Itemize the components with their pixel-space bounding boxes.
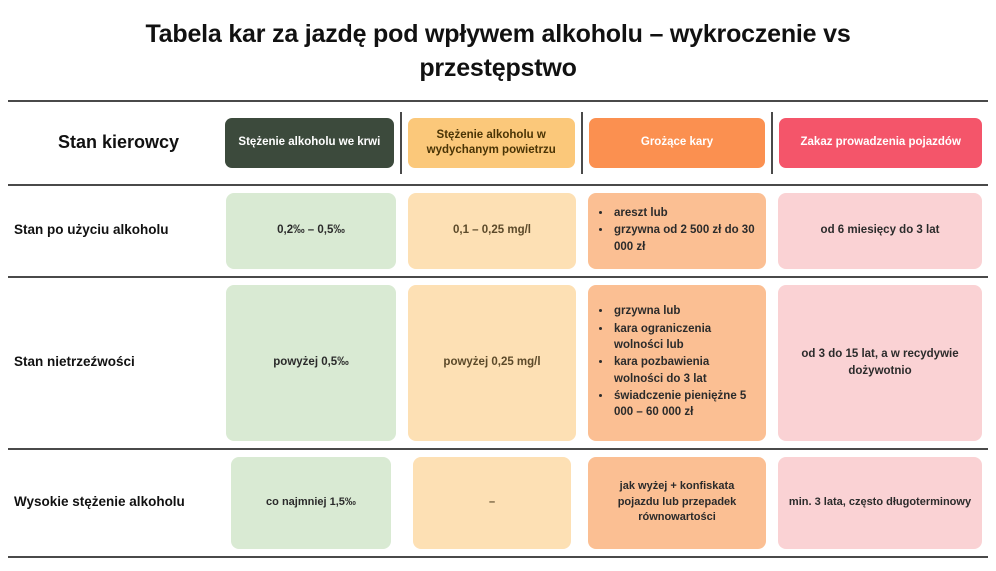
value-ban: od 3 do 15 lat, a w recydywie dożywotnio [801,347,959,377]
cell-breath [402,450,582,556]
penalty-item: • grzywna lub [612,303,756,319]
header-row-label: Stan kierowcy [58,132,180,153]
value-box-penalties [588,193,766,269]
header-chip-blood: Stężenie alkoholu we krwi [225,118,394,168]
table-header-row [8,100,988,184]
page-title: Tabela kar za jazdę pod wpływem alkoholu – wykroczenie vs przestępstwo [145,20,851,82]
header-cell-breath [402,102,581,184]
value-ban: min. 3 lata, często długoterminowy [788,495,972,508]
value-box-blood [226,193,396,269]
value-box-blood [231,457,391,549]
value-box-blood [226,285,396,441]
row-label: Wysokie stężenie alkoholu [14,494,185,510]
value-box-breath [408,193,576,269]
cell-ban [772,186,988,276]
penalties-list [598,303,756,421]
penalty-item: • areszt lub [612,205,756,221]
row-label-cell [8,450,220,556]
value-box-ban [778,285,982,441]
penalties-list [598,205,756,256]
cell-penalties [582,278,772,448]
row-label-cell [8,278,220,448]
header-row-label-cell [8,102,219,184]
value-box-ban [778,193,982,269]
value-box-penalties [588,285,766,441]
cell-blood [220,278,402,448]
row-label: Stan po użyciu alkoholu [14,222,169,238]
cell-penalties [582,450,772,556]
value-box-penalties [588,457,766,549]
penalty-item: • grzywna od 2 500 zł do 30 000 zł [612,222,756,255]
header-chip-breath: Stężenie alkoholu w wydychanym powietrzu [408,118,575,168]
value-box-breath [413,457,571,549]
value-box-breath [408,285,576,441]
cell-blood [220,186,402,276]
value-ban: od 6 miesięcy do 3 lat [820,224,940,237]
value-blood: co najmniej 1,5‰ [266,495,356,508]
cell-penalties [582,186,772,276]
value-penalties: jak wyżej + konfiskata pojazdu lub przepadek równowartości [617,479,737,524]
table-row [8,184,988,276]
table-row [8,276,988,448]
penalties-table [0,100,996,558]
cell-breath [402,186,582,276]
value-box-ban [778,457,982,549]
value-blood: powyżej 0,5‰ [273,356,349,369]
cell-blood [220,450,402,556]
header-cell-ban [773,102,988,184]
header-cell-blood [219,102,400,184]
cell-ban [772,278,988,448]
cell-ban [772,450,988,556]
row-label-cell [8,186,220,276]
header-cell-penalties [583,102,772,184]
value-blood: 0,2‰ – 0,5‰ [277,224,345,237]
header-chip-penalties: Grożące kary [589,118,766,168]
header-chip-ban: Zakaz prowadzenia pojazdów [779,118,982,168]
table-row [8,448,988,558]
value-breath: – [488,495,496,508]
row-label: Stan nietrzeźwości [14,354,135,370]
value-breath: 0,1 – 0,25 mg/l [453,224,531,237]
penalty-item: • kara ograniczenia wolności lub [612,321,756,354]
cell-breath [402,278,582,448]
penalty-item: • świadczenie pieniężne 5 000 – 60 000 zł [612,388,756,421]
value-breath: powyżej 0,25 mg/l [443,356,541,369]
penalty-item: • kara pozbawienia wolności do 3 lat [612,354,756,387]
